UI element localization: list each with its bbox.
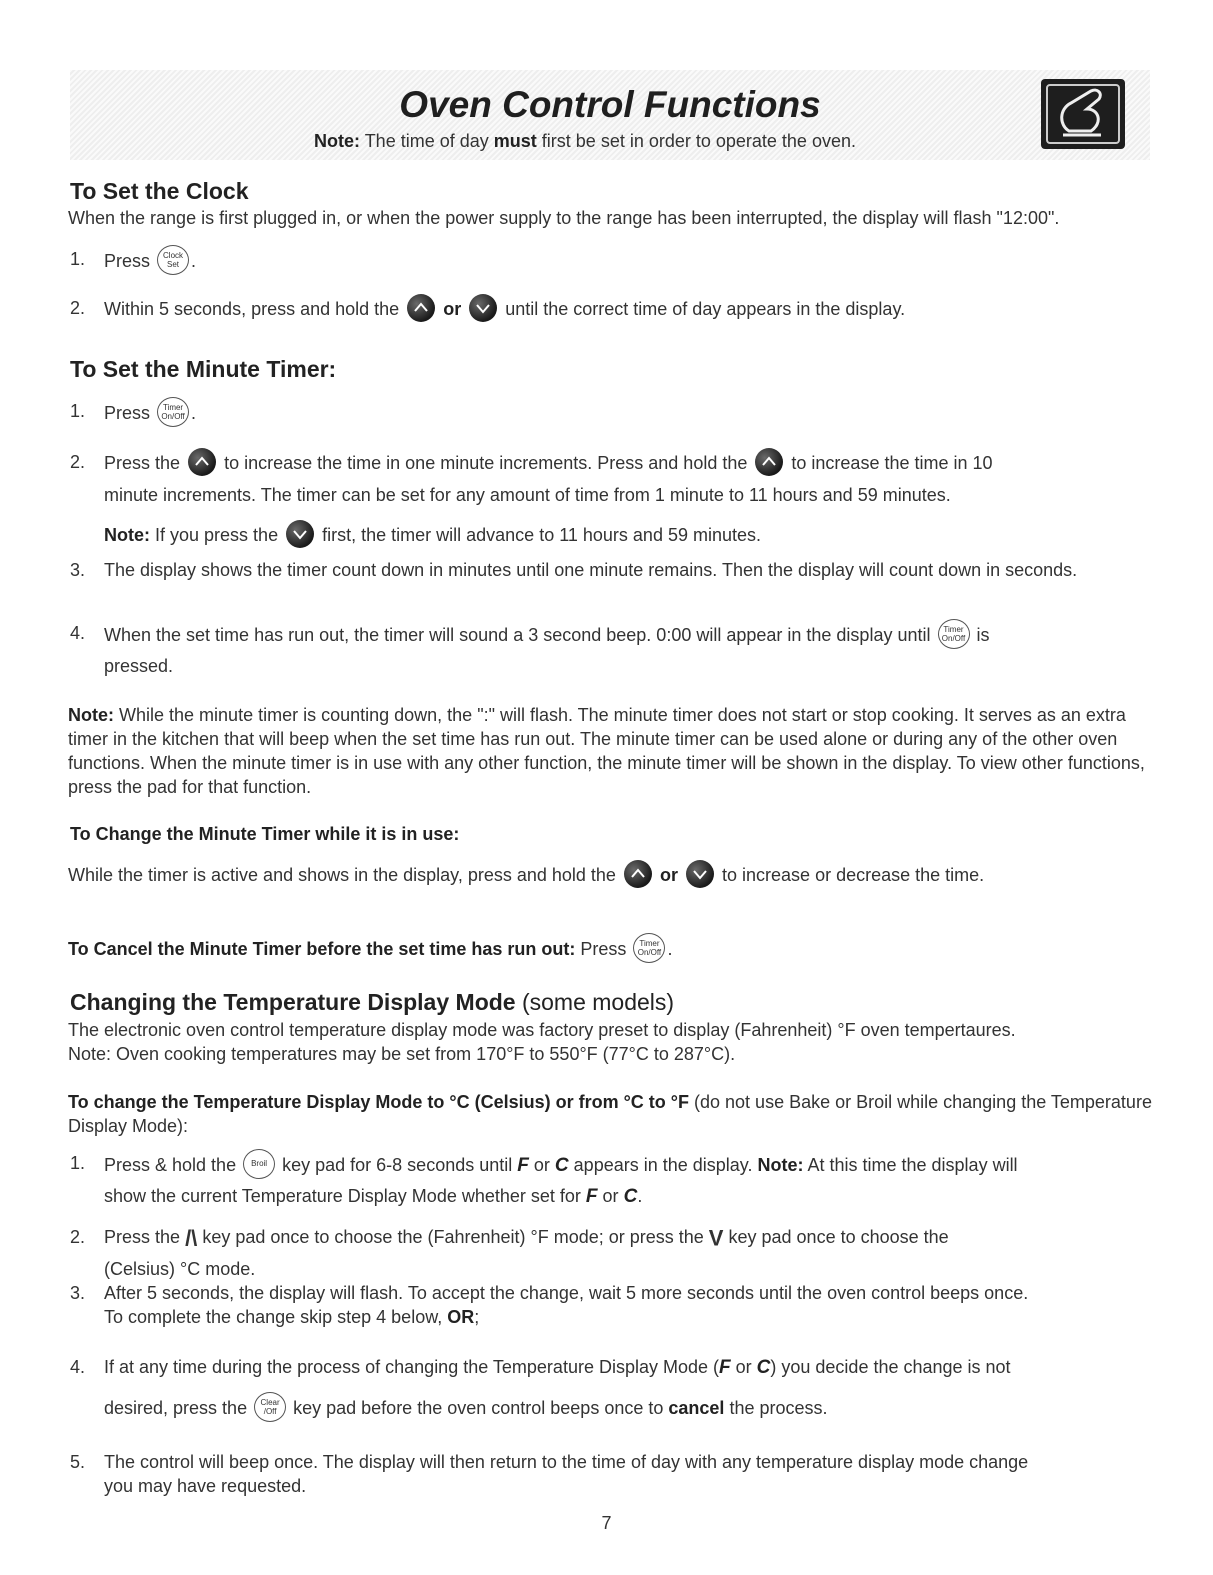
header-note-text-2: first be set in order to operate the oven.	[541, 131, 856, 151]
timer-step1-num: 1.	[70, 401, 86, 421]
header-note-must: must	[493, 131, 537, 151]
temp-step4-cancel: cancel	[668, 1397, 725, 1418]
temp-step2-text-b: key pad once to choose the (Fahrenheit) °F mode; or press the	[202, 1227, 704, 1247]
clock-heading: To Set the Clock	[70, 178, 249, 204]
timer-key-label-1: Timer	[943, 625, 964, 634]
temp-step5-num: 5.	[70, 1452, 86, 1472]
cancel-timer-text: Press	[580, 938, 627, 959]
temp-step1-line2-end: .	[637, 1186, 643, 1206]
temp-step5-line1: The control will beep once. The display will then return to the time of day with any temperature display mode change	[104, 1452, 1029, 1472]
timer-key-icon	[633, 933, 665, 963]
timer-para-label: Note:	[68, 705, 114, 725]
temp-step4-text-a: If at any time during the process of changing the Temperature Display Mode (	[104, 1357, 719, 1377]
temp-step1-text-a: Press & hold the	[104, 1154, 237, 1175]
clear-key-label-1: Clear	[260, 1398, 280, 1407]
page-title: Oven Control Functions	[399, 84, 821, 125]
timer-para-text: While the minute timer is counting down, the ":" will flash. The minute timer does not start or stop cooking. It serves as an extra timer in the kitchen that will beep when the set time has run out. The minute timer can be used alone or during any of the other oven functions. When the minute timer is in use with any other function, the minute timer will be shown in the display. To view other functions, press the pad for that function.	[68, 705, 1145, 797]
temp-step2-text-c: key pad once to choose the	[728, 1227, 949, 1247]
clear-off-key-icon	[254, 1392, 286, 1422]
up-arrow-icon	[755, 448, 783, 476]
down-arrow-icon	[469, 294, 497, 322]
clock-step1-text: Press	[104, 250, 151, 271]
timer-step2-num: 2.	[70, 452, 86, 472]
timer-step4-text-b: is	[976, 624, 990, 645]
temp-step3-or: OR	[447, 1307, 475, 1327]
temp-step4	[104, 1355, 1011, 1380]
timer-step4-line2: pressed.	[104, 656, 174, 676]
temp-step2	[104, 1225, 949, 1250]
temp-step1-or: or	[533, 1154, 550, 1175]
change-timer-or: or	[659, 864, 678, 885]
temp-step1-text-b: key pad for 6-8 seconds until	[282, 1154, 513, 1175]
temp-step1	[104, 1151, 1018, 1181]
timer-step4-text-a: When the set time has run out, the timer will sound a 3 second beep. 0:00 will appear in the display until	[104, 624, 931, 645]
timer-step3-num: 3.	[70, 560, 86, 580]
temp-mode-heading-text: Changing the Temperature Display Mode	[70, 989, 516, 1015]
timer-step2-text-a: Press the	[104, 452, 181, 473]
seg-c: C	[554, 1154, 569, 1176]
page-number: 7	[601, 1513, 612, 1533]
temp-step4-or: or	[735, 1357, 752, 1377]
temp-step2-line2: (Celsius) °C mode.	[104, 1259, 256, 1279]
down-chevron-icon: V	[708, 1225, 724, 1251]
timer-step2-text-c: to increase the time in 10	[791, 452, 993, 473]
timer-step4	[104, 621, 990, 651]
timer-step1: Press Timer On/Off .	[104, 399, 196, 429]
temp-mode-subheading	[68, 1090, 1153, 1138]
up-arrow-icon	[407, 294, 435, 322]
broil-key-icon	[243, 1149, 275, 1179]
temp-step2-num: 2.	[70, 1227, 86, 1247]
clock-step2-num: 2.	[70, 298, 86, 318]
oven-mitt-icon	[1041, 79, 1125, 149]
up-arrow-icon	[188, 448, 216, 476]
clock-intro: When the range is first plugged in, or when the power supply to the range has been interrupted, the display will flash "12:00".	[68, 208, 1060, 228]
temp-step4-line2-c: the process.	[729, 1397, 828, 1418]
header-note-text-1: The time of day	[364, 131, 489, 151]
change-timer-text-a: While the timer is active and shows in the display, press and hold the	[68, 864, 616, 885]
timer-step1-text: Press	[104, 402, 151, 423]
change-timer-text	[68, 862, 1153, 890]
clock-step2-or: or	[443, 298, 462, 319]
temp-step4-line2-b: key pad before the oven control beeps once to	[293, 1397, 664, 1418]
temp-step2-text-a: Press the	[104, 1227, 181, 1247]
timer-key-label-2: On/Off	[161, 412, 185, 421]
up-chevron-icon: /\	[185, 1225, 198, 1251]
clock-step2-text-a: Within 5 seconds, press and hold the	[104, 298, 400, 319]
temp-step1-text-c: appears in the display.	[573, 1154, 753, 1175]
timer-note-text-b: first, the timer will advance to 11 hours and 59 minutes.	[322, 524, 762, 545]
temp-step1-num: 1.	[70, 1153, 86, 1173]
temp-step1-text-d: At this time the display will	[807, 1154, 1018, 1175]
temp-step4-text-b: ) you decide the change is not	[770, 1357, 1011, 1377]
broil-key-label: Broil	[251, 1159, 268, 1168]
clock-step1-num: 1.	[70, 249, 86, 269]
seg-c: C	[623, 1186, 638, 1207]
header-note	[314, 130, 856, 152]
timer-step2-text-b: to increase the time in one minute increments. Press and hold the	[224, 452, 748, 473]
change-timer-text-b: to increase or decrease the time.	[722, 864, 985, 885]
down-arrow-icon	[686, 860, 714, 888]
timer-key-label-2: On/Off	[637, 948, 662, 957]
seg-f: F	[719, 1357, 731, 1378]
temp-step1-note: Note:	[757, 1154, 804, 1175]
timer-step4-num: 4.	[70, 623, 86, 643]
timer-key-label-1: Timer	[639, 939, 660, 948]
temp-mode-heading-suffix: (some models)	[521, 989, 675, 1015]
timer-key-icon	[938, 619, 970, 649]
temp-step3-line1: After 5 seconds, the display will flash. To accept the change, wait 5 more seconds until the oven control beeps once.	[104, 1283, 1029, 1303]
timer-heading: To Set the Minute Timer:	[70, 356, 337, 382]
temp-step1-line2-a: show the current Temperature Display Mode whether set for	[104, 1186, 581, 1206]
clock-step2-text-b: until the correct time of day appears in the display.	[505, 298, 906, 319]
cancel-timer: To Cancel the Minute Timer before the set time has run out: Press Timer On/Off .	[68, 935, 1153, 965]
temp-mode-intro-1: The electronic oven control temperature display mode was factory preset to display (Fahrenheit) °F oven tempertaures.	[68, 1020, 1016, 1040]
timer-key-label-1: Timer	[162, 403, 184, 412]
temp-step4-num: 4.	[70, 1357, 86, 1377]
temp-step3-num: 3.	[70, 1283, 86, 1303]
timer-step3: The display shows the timer count down in minutes until one minute remains. Then the display will count down in seconds.	[104, 560, 1078, 580]
temp-step1-line2-or: or	[602, 1186, 619, 1206]
clock-step1: Press Clock Set .	[104, 247, 196, 277]
temp-step3-end: ;	[474, 1307, 480, 1327]
temp-step3-line2-a: To complete the change skip step 4 below,	[104, 1307, 443, 1327]
down-arrow-icon	[286, 520, 314, 548]
up-arrow-icon	[624, 860, 652, 888]
temp-step3-line2	[104, 1305, 479, 1329]
header-note-label: Note:	[314, 131, 360, 151]
cancel-timer-label: To Cancel the Minute Timer before the set time has run out:	[68, 938, 576, 959]
seg-c: C	[756, 1357, 771, 1378]
timer-note-paragraph	[68, 703, 1153, 799]
temp-step4-line2-a: desired, press the	[104, 1397, 248, 1418]
temp-mode-sub-b: (do not use Bake or Broil while changing the Temperature Display Mode):	[68, 1092, 1152, 1136]
temp-mode-sub-a: To change the Temperature Display Mode to °C (Celsius) or from °C to °F	[68, 1092, 689, 1112]
temp-mode-heading	[70, 988, 674, 1016]
clear-key-label-2: /Off	[263, 1407, 277, 1416]
temp-step4-line2	[104, 1394, 828, 1424]
change-timer-heading: To Change the Minute Timer while it is in use:	[70, 824, 460, 844]
temp-step5-line2: you may have requested.	[104, 1476, 307, 1496]
timer-key-icon	[157, 397, 189, 427]
timer-step2	[104, 450, 993, 478]
seg-f: F	[517, 1154, 529, 1176]
clock-set-key-icon	[157, 245, 189, 275]
clock-key-label-1: Clock	[163, 251, 184, 260]
temp-mode-intro-2: Note: Oven cooking temperatures may be set from 170°F to 550°F (77°C to 287°C).	[68, 1044, 736, 1064]
timer-note-label: Note:	[104, 524, 150, 545]
timer-step2-line2: minute increments. The timer can be set for any amount of time from 1 minute to 11 hours and 59 minutes.	[104, 485, 951, 505]
timer-key-label-2: On/Off	[941, 634, 966, 643]
temp-step1-line2	[104, 1184, 642, 1209]
seg-f: F	[585, 1186, 598, 1207]
timer-note	[104, 522, 761, 550]
clock-key-label-2: Set	[167, 260, 180, 269]
timer-note-text-a: If you press the	[155, 524, 279, 545]
clock-step2	[104, 296, 905, 324]
